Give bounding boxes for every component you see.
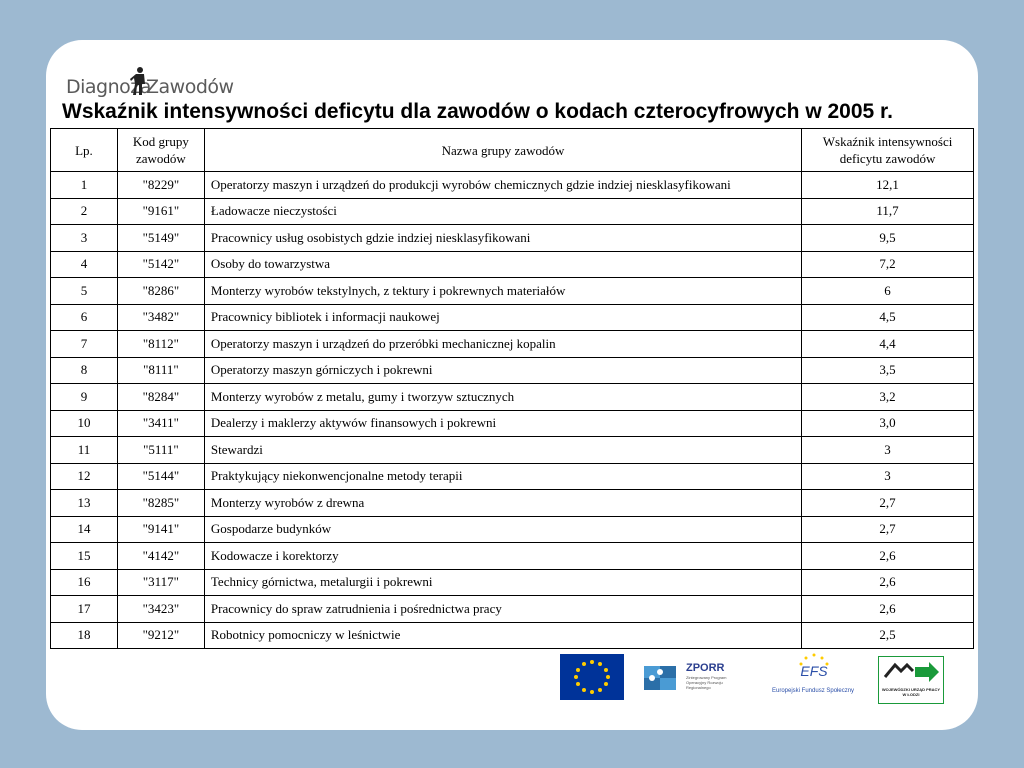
cell-nazwa: Osoby do towarzystwa xyxy=(204,251,801,278)
cell-wskaznik: 11,7 xyxy=(802,198,974,225)
table-row xyxy=(51,543,974,570)
zporr-logo xyxy=(642,660,742,700)
puzzle-icon xyxy=(642,662,680,694)
logo-text-part1: Diagnoza xyxy=(66,76,151,98)
cell-wskaznik: 4,4 xyxy=(802,331,974,358)
cell-kod: "4142" xyxy=(117,543,204,570)
cell-nazwa: Praktykujący niekonwencjonalne metody terapii xyxy=(204,463,801,490)
cell-kod: "8229" xyxy=(117,172,204,199)
cell-nazwa: Operatorzy maszyn i urządzeń do przeróbki mechanicznej kopalin xyxy=(204,331,801,358)
table-row xyxy=(51,172,974,199)
cell-lp: 2 xyxy=(51,198,118,225)
wup-label: WOJEWÓDZKI URZĄD PRACY W ŁODZI xyxy=(881,687,941,697)
cell-kod: "9212" xyxy=(117,622,204,649)
cell-lp: 6 xyxy=(51,304,118,331)
eu-flag-icon xyxy=(560,654,624,700)
efs-logo xyxy=(772,652,858,702)
table-header-row xyxy=(51,129,974,172)
table-row xyxy=(51,622,974,649)
cell-wskaznik: 2,5 xyxy=(802,622,974,649)
cell-lp: 18 xyxy=(51,622,118,649)
cell-kod: "3482" xyxy=(117,304,204,331)
cell-kod: "8284" xyxy=(117,384,204,411)
cell-nazwa: Gospodarze budynków xyxy=(204,516,801,543)
cell-nazwa: Pracownicy bibliotek i informacji naukowej xyxy=(204,304,801,331)
cell-kod: "3423" xyxy=(117,596,204,623)
cell-nazwa: Operatorzy maszyn i urządzeń do produkcji wyrobów chemicznych gdzie indziej niesklasyfikowani xyxy=(204,172,801,199)
table-row xyxy=(51,437,974,464)
cell-lp: 16 xyxy=(51,569,118,596)
cell-nazwa: Dealerzy i maklerzy aktywów finansowych i pokrewni xyxy=(204,410,801,437)
cell-lp: 9 xyxy=(51,384,118,411)
header-wskaznik: Wskaźnik intensywności deficytu zawodów xyxy=(802,129,974,172)
cell-lp: 12 xyxy=(51,463,118,490)
table-row xyxy=(51,596,974,623)
efs-stars-icon xyxy=(794,652,834,682)
cell-wskaznik: 2,6 xyxy=(802,596,974,623)
cell-wskaznik: 2,7 xyxy=(802,490,974,517)
cell-wskaznik: 2,7 xyxy=(802,516,974,543)
cell-nazwa: Stewardzi xyxy=(204,437,801,464)
cell-kod: "8111" xyxy=(117,357,204,384)
table-row xyxy=(51,304,974,331)
cell-nazwa: Kodowacze i korektorzy xyxy=(204,543,801,570)
table-row xyxy=(51,384,974,411)
cell-wskaznik: 3 xyxy=(802,437,974,464)
cell-wskaznik: 3,5 xyxy=(802,357,974,384)
table-row xyxy=(51,569,974,596)
zporr-sub: Zintegrowany Program Operacyjny Rozwoju Regionalnego xyxy=(686,675,727,690)
table-row xyxy=(51,331,974,358)
cell-lp: 15 xyxy=(51,543,118,570)
table-row xyxy=(51,225,974,252)
cell-kod: "8112" xyxy=(117,331,204,358)
table-row xyxy=(51,490,974,517)
cell-lp: 8 xyxy=(51,357,118,384)
cell-kod: "9141" xyxy=(117,516,204,543)
cell-lp: 10 xyxy=(51,410,118,437)
wup-logo xyxy=(878,656,944,704)
cell-lp: 14 xyxy=(51,516,118,543)
cell-wskaznik: 3 xyxy=(802,463,974,490)
cell-wskaznik: 2,6 xyxy=(802,569,974,596)
page-title: Wskaźnik intensywności deficytu dla zawodów o kodach czterocyfrowych w 2005 r. xyxy=(62,100,893,123)
table-row xyxy=(51,278,974,305)
cell-nazwa: Ładowacze nieczystości xyxy=(204,198,801,225)
cell-lp: 11 xyxy=(51,437,118,464)
cell-lp: 3 xyxy=(51,225,118,252)
table-row xyxy=(51,357,974,384)
cell-wskaznik: 2,6 xyxy=(802,543,974,570)
cell-nazwa: Pracownicy usług osobistych gdzie indziej niesklasyfikowani xyxy=(204,225,801,252)
cell-wskaznik: 4,5 xyxy=(802,304,974,331)
cell-kod: "5144" xyxy=(117,463,204,490)
cell-nazwa: Monterzy wyrobów z drewna xyxy=(204,490,801,517)
efs-label: EFS xyxy=(800,663,828,679)
cell-lp: 1 xyxy=(51,172,118,199)
cell-nazwa: Robotnicy pomocniczy w leśnictwie xyxy=(204,622,801,649)
header-nazwa: Nazwa grupy zawodów xyxy=(204,129,801,172)
wup-arrow-icon xyxy=(881,659,941,687)
cell-lp: 7 xyxy=(51,331,118,358)
table-row xyxy=(51,463,974,490)
table-row xyxy=(51,198,974,225)
efs-sub: Europejski Fundusz Społeczny xyxy=(772,688,855,694)
deficit-table xyxy=(50,128,974,649)
cell-wskaznik: 12,1 xyxy=(802,172,974,199)
cell-kod: "5142" xyxy=(117,251,204,278)
footer-logos xyxy=(560,652,960,702)
cell-lp: 17 xyxy=(51,596,118,623)
cell-kod: "8285" xyxy=(117,490,204,517)
cell-wskaznik: 9,5 xyxy=(802,225,974,252)
table-body xyxy=(51,172,974,649)
header-kod: Kod grupy zawodów xyxy=(117,129,204,172)
cell-wskaznik: 7,2 xyxy=(802,251,974,278)
cell-lp: 4 xyxy=(51,251,118,278)
zporr-label: ZPORR xyxy=(686,662,725,674)
cell-nazwa: Monterzy wyrobów tekstylnych, z tektury i pokrewnych materiałów xyxy=(204,278,801,305)
table-row xyxy=(51,251,974,278)
cell-kod: "9161" xyxy=(117,198,204,225)
logo-text-part2: Zawodów xyxy=(146,76,234,98)
cell-nazwa: Technicy górnictwa, metalurgii i pokrewni xyxy=(204,569,801,596)
cell-lp: 13 xyxy=(51,490,118,517)
cell-nazwa: Operatorzy maszyn górniczych i pokrewni xyxy=(204,357,801,384)
cell-nazwa: Pracownicy do spraw zatrudnienia i pośrednictwa pracy xyxy=(204,596,801,623)
cell-nazwa: Monterzy wyrobów z metalu, gumy i tworzyw sztucznych xyxy=(204,384,801,411)
cell-wskaznik: 3,0 xyxy=(802,410,974,437)
eu-flag-logo xyxy=(560,654,624,705)
cell-kod: "5111" xyxy=(117,437,204,464)
cell-wskaznik: 3,2 xyxy=(802,384,974,411)
cell-lp: 5 xyxy=(51,278,118,305)
table-row xyxy=(51,410,974,437)
cell-kod: "3411" xyxy=(117,410,204,437)
cell-kod: "3117" xyxy=(117,569,204,596)
header-lp: Lp. xyxy=(51,129,118,172)
cell-kod: "8286" xyxy=(117,278,204,305)
table-row xyxy=(51,516,974,543)
cell-kod: "5149" xyxy=(117,225,204,252)
cell-wskaznik: 6 xyxy=(802,278,974,305)
